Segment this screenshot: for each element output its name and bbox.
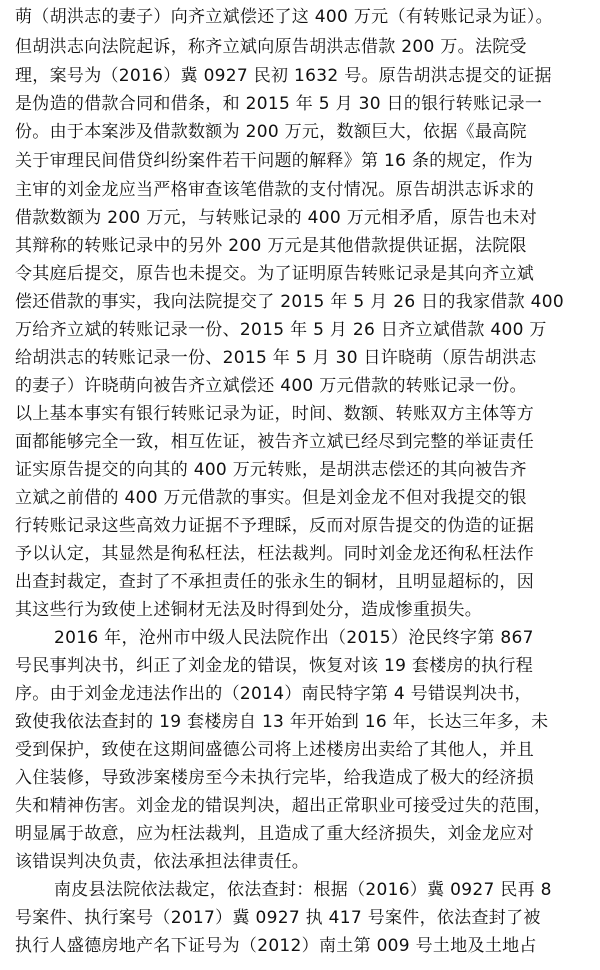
text-line: 证实原告提交的向其的 400 万元转账，是胡洪志偿还的其向被告齐	[15, 460, 527, 480]
text-line: 份。由于本案涉及借款数额为 200 万元，数额巨大，依据《最高院	[15, 122, 527, 142]
text-line: 入住装修，导致涉案楼房至今未执行完毕，给我造成了极大的经济损	[15, 768, 534, 788]
text-line: 其辩称的转账记录中的另外 200 万元是其他借款提供证据，法院限	[15, 236, 527, 256]
text-line: 该错误判决负责，依法承担法律责任。	[15, 852, 310, 872]
text-line: 借款数额为 200 万元，与转账记录的 400 万元相矛盾，原告也未对	[15, 208, 538, 228]
text-line: 萌（胡洪志的妻子）向齐立斌偿还了这 400 万元（有转账记录为证）。	[15, 7, 553, 27]
text-line: 致使我依法查封的 19 套楼房自 13 年开始到 16 年，长达三年多，未	[15, 712, 549, 732]
text-line: 是伪造的借款合同和借条，和 2015 年 5 月 30 日的银行转账记录一	[15, 94, 543, 114]
text-line: 失和精神伤害。刘金龙的错误判决，超出正常职业可接受过失的范围，	[15, 796, 552, 816]
text-line: 立斌之前借的 400 万元借款的事实。但是刘金龙不但对我提交的银	[15, 488, 527, 508]
text-line: 其这些行为致使上述铜材无法及时得到处分，造成惨重损失。	[15, 600, 483, 620]
text-line: 主审的刘金龙应当严格审查该笔借款的支付情况。原告胡洪志诉求的	[15, 180, 534, 200]
text-line: 号民事判决书，纠正了刘金龙的错误，恢复对该 19 套楼房的执行程	[15, 656, 534, 676]
text-line: 以上基本事实有银行转账记录为证，时间、数额、转账双方主体等方	[15, 404, 534, 424]
text-line: 受到保护，致使在这期间盛德公司将上述楼房出卖给了其他人，并且	[15, 740, 534, 760]
text-line: 关于审理民间借贷纠纷案件若干问题的解释》第 16 条的规定，作为	[15, 151, 534, 171]
text-line: 令其庭后提交，原告也未提交。为了证明原告转账记录是其向齐立斌	[15, 264, 534, 284]
text-line: 的妻子）许晓萌向被告齐立斌偿还 400 万元借款的转账记录一份。	[15, 376, 527, 396]
text-line: 执行人盛德房地产名下证号为（2012）南土第 009 号土地及土地占	[15, 936, 537, 956]
paragraph-start-line: 2016 年，沧州市中级人民法院作出（2015）沧民终字第 867	[54, 628, 534, 648]
text-line: 面都能够完全一致，相互佐证，被告齐立斌已经尽到完整的举证责任	[15, 432, 534, 452]
text-line: 理，案号为（2016）冀 0927 民初 1632 号。原告胡洪志提交的证据	[15, 66, 552, 86]
text-line: 序。由于刘金龙违法作出的（2014）南民特字第 4 号错误判决书，	[15, 684, 532, 704]
text-line: 偿还借款的事实，我向法院提交了 2015 年 5 月 26 日的我家借款 400	[15, 292, 564, 312]
text-line: 予以认定，其显然是徇私枉法，枉法裁判。同时刘金龙还徇私枉法作	[15, 544, 534, 564]
paragraph-start-line: 南皮县法院依法裁定，依法查封：根据（2016）冀 0927 民再 8	[54, 880, 552, 900]
text-line: 明显属于故意，应为枉法裁判，且造成了重大经济损失，刘金龙应对	[15, 824, 534, 844]
text-line: 万给齐立斌的转账记录一份、2015 年 5 月 26 日齐立斌借款 400 万	[15, 320, 547, 340]
text-line: 号案件、执行案号（2017）冀 0927 执 417 号案件，依法查封了被	[15, 908, 541, 928]
text-line: 行转账记录这些高效力证据不予理睬，反而对原告提交的伪造的证据	[15, 516, 534, 536]
text-line: 出查封裁定，查封了不承担责任的张永生的铜材，且明显超标的，因	[15, 572, 534, 592]
text-line: 但胡洪志向法院起诉，称齐立斌向原告胡洪志借款 200 万。法院受	[15, 37, 527, 57]
text-line: 给胡洪志的转账记录一份、2015 年 5 月 30 日许晓萌（原告胡洪志	[15, 348, 537, 368]
